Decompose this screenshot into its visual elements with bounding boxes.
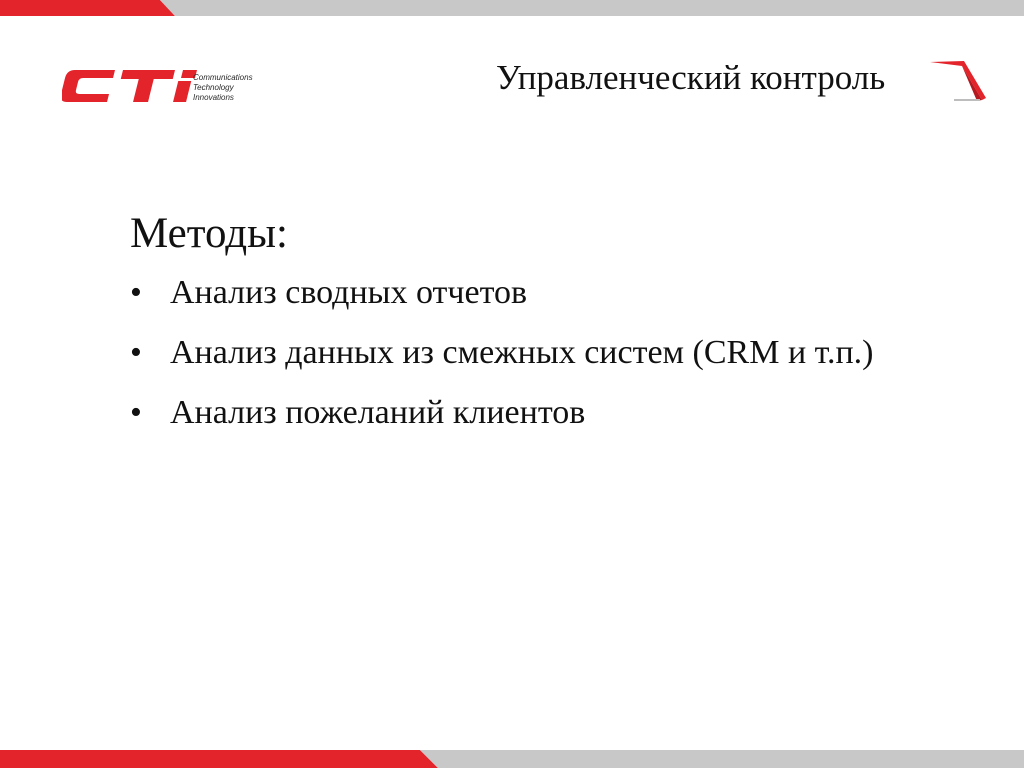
list-item (130, 390, 950, 435)
methods-heading: Методы: (130, 210, 288, 257)
list-item-text: Анализ данных из смежных систем (CRM и т.п.) (170, 334, 874, 371)
logo-tagline (193, 73, 253, 103)
slide-content (130, 208, 950, 450)
top-decor-bar (0, 0, 1024, 16)
bullet-icon: • (130, 274, 142, 311)
slide-title: Управленческий контроль (496, 58, 886, 97)
bottom-decor-bar (0, 750, 1024, 768)
list-item-text: Анализ сводных отчетов (170, 274, 528, 311)
list-item (130, 330, 950, 375)
tagline-line: Communications (193, 73, 253, 82)
bullet-icon: • (130, 334, 142, 371)
list-item-text: Анализ пожеланий клиентов (170, 394, 586, 431)
methods-list (130, 270, 950, 435)
tagline-line: Innovations (193, 93, 234, 102)
title-accent-swoosh (930, 56, 990, 104)
bullet-icon: • (130, 394, 142, 431)
tagline-line: Technology (193, 83, 234, 92)
list-item (130, 270, 950, 315)
